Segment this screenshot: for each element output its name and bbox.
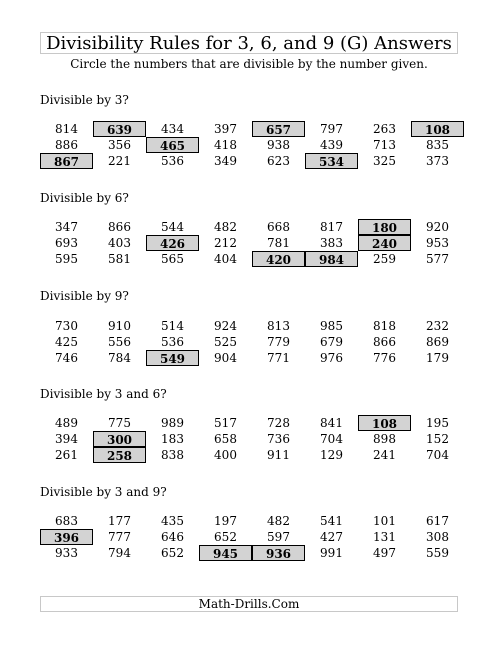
answer-number: 514 (161, 319, 184, 333)
answer-number: 730 (55, 319, 78, 333)
answer-number: 212 (214, 236, 237, 250)
answer-number: 259 (373, 252, 396, 266)
answer-number-circled: 639 (93, 121, 146, 137)
answer-number-circled: 549 (146, 350, 199, 366)
answer-number: 924 (214, 319, 237, 333)
answer-number: 536 (161, 335, 184, 349)
answer-number: 679 (320, 335, 343, 349)
answer-number: 904 (214, 351, 237, 365)
answer-number: 920 (426, 220, 449, 234)
answer-number: 797 (320, 122, 343, 136)
answer-number-circled: 534 (305, 153, 358, 169)
answer-number-circled: 108 (358, 415, 411, 431)
number-grid-div-9 (40, 318, 464, 366)
answer-number: 177 (108, 514, 131, 528)
answer-number: 131 (373, 530, 396, 544)
answer-number: 976 (320, 351, 343, 365)
answer-number: 777 (108, 530, 131, 544)
answer-number: 394 (55, 432, 78, 446)
answer-number: 775 (108, 416, 131, 430)
answer-number-circled: 465 (146, 137, 199, 153)
answer-number: 263 (373, 122, 396, 136)
answer-number: 817 (320, 220, 343, 234)
answer-number: 101 (373, 514, 396, 528)
answer-number: 683 (55, 514, 78, 528)
answer-number: 841 (320, 416, 343, 430)
answer-number-circled: 657 (252, 121, 305, 137)
section-heading-div-6: Divisible by 6? (40, 191, 129, 205)
answer-number-circled: 420 (252, 251, 305, 267)
answer-number: 373 (426, 154, 449, 168)
answer-number: 434 (161, 122, 184, 136)
answer-number: 771 (267, 351, 290, 365)
answer-number-circled: 108 (411, 121, 464, 137)
answer-number: 482 (214, 220, 237, 234)
answer-number: 623 (267, 154, 290, 168)
answer-number: 559 (426, 546, 449, 560)
answer-number: 221 (108, 154, 131, 168)
answer-number-circled: 936 (252, 545, 305, 561)
worksheet-title: Divisibility Rules for 3, 6, and 9 (G) Answers (40, 32, 458, 54)
answer-number: 813 (267, 319, 290, 333)
answer-number: 704 (426, 448, 449, 462)
answer-number: 728 (267, 416, 290, 430)
answer-number: 356 (108, 138, 131, 152)
number-grid-div-3-and-6 (40, 415, 464, 463)
answer-number: 835 (426, 138, 449, 152)
answer-number: 497 (373, 546, 396, 560)
answer-number: 241 (373, 448, 396, 462)
answer-number: 525 (214, 335, 237, 349)
answer-number: 482 (267, 514, 290, 528)
answer-number: 736 (267, 432, 290, 446)
answer-number-circled: 240 (358, 235, 411, 251)
answer-number: 577 (426, 252, 449, 266)
answer-number: 427 (320, 530, 343, 544)
answer-number: 658 (214, 432, 237, 446)
answer-number: 933 (55, 546, 78, 560)
answer-number: 779 (267, 335, 290, 349)
answer-number: 129 (320, 448, 343, 462)
answer-number-circled: 945 (199, 545, 252, 561)
number-grid-div-3 (40, 121, 464, 169)
answer-number-circled: 300 (93, 431, 146, 447)
answer-number: 404 (214, 252, 237, 266)
answer-number: 179 (426, 351, 449, 365)
answer-number: 347 (55, 220, 78, 234)
answer-number: 814 (55, 122, 78, 136)
answer-number: 838 (161, 448, 184, 462)
answer-number: 195 (426, 416, 449, 430)
answer-number: 866 (108, 220, 131, 234)
answer-number: 652 (214, 530, 237, 544)
answer-number: 325 (373, 154, 396, 168)
section-heading-div-3-and-6: Divisible by 3 and 6? (40, 387, 167, 401)
answer-number: 232 (426, 319, 449, 333)
answer-number: 704 (320, 432, 343, 446)
answer-number: 595 (55, 252, 78, 266)
answer-number-circled: 396 (40, 529, 93, 545)
answer-number: 693 (55, 236, 78, 250)
answer-number: 668 (267, 220, 290, 234)
answer-number: 985 (320, 319, 343, 333)
answer-number: 152 (426, 432, 449, 446)
answer-number: 418 (214, 138, 237, 152)
answer-number: 556 (108, 335, 131, 349)
answer-number-circled: 180 (358, 219, 411, 235)
answer-number: 349 (214, 154, 237, 168)
section-heading-div-3-and-9: Divisible by 3 and 9? (40, 485, 167, 499)
answer-number: 713 (373, 138, 396, 152)
answer-number: 565 (161, 252, 184, 266)
answer-number: 435 (161, 514, 184, 528)
answer-number: 541 (320, 514, 343, 528)
answer-number: 646 (161, 530, 184, 544)
answer-number: 781 (267, 236, 290, 250)
answer-number: 784 (108, 351, 131, 365)
answer-number: 581 (108, 252, 131, 266)
answer-number: 746 (55, 351, 78, 365)
answer-number: 938 (267, 138, 290, 152)
answer-number-circled: 984 (305, 251, 358, 267)
answer-number: 869 (426, 335, 449, 349)
answer-number: 989 (161, 416, 184, 430)
answer-number: 818 (373, 319, 396, 333)
answer-number: 383 (320, 236, 343, 250)
answer-number: 910 (108, 319, 131, 333)
answer-number: 617 (426, 514, 449, 528)
answer-number-circled: 426 (146, 235, 199, 251)
answer-number: 776 (373, 351, 396, 365)
answer-number: 489 (55, 416, 78, 430)
answer-number: 536 (161, 154, 184, 168)
answer-number: 898 (373, 432, 396, 446)
answer-number: 517 (214, 416, 237, 430)
answer-number-circled: 867 (40, 153, 93, 169)
answer-number: 400 (214, 448, 237, 462)
number-grid-div-3-and-9 (40, 513, 464, 561)
answer-number: 866 (373, 335, 396, 349)
answer-number: 308 (426, 530, 449, 544)
footer-credit: Math-Drills.Com (40, 596, 458, 612)
section-heading-div-3: Divisible by 3? (40, 93, 129, 107)
answer-number-circled: 258 (93, 447, 146, 463)
answer-number: 886 (55, 138, 78, 152)
number-grid-div-6 (40, 219, 464, 267)
answer-number: 439 (320, 138, 343, 152)
answer-number: 911 (267, 448, 290, 462)
answer-number: 597 (267, 530, 290, 544)
answer-number: 652 (161, 546, 184, 560)
answer-number: 794 (108, 546, 131, 560)
answer-number: 953 (426, 236, 449, 250)
answer-number: 183 (161, 432, 184, 446)
answer-number: 403 (108, 236, 131, 250)
answer-number: 425 (55, 335, 78, 349)
instructions: Circle the numbers that are divisible by the number given. (70, 57, 428, 71)
answer-number: 197 (214, 514, 237, 528)
answer-number: 544 (161, 220, 184, 234)
section-heading-div-9: Divisible by 9? (40, 289, 129, 303)
answer-number: 397 (214, 122, 237, 136)
answer-number: 261 (55, 448, 78, 462)
answer-number: 991 (320, 546, 343, 560)
